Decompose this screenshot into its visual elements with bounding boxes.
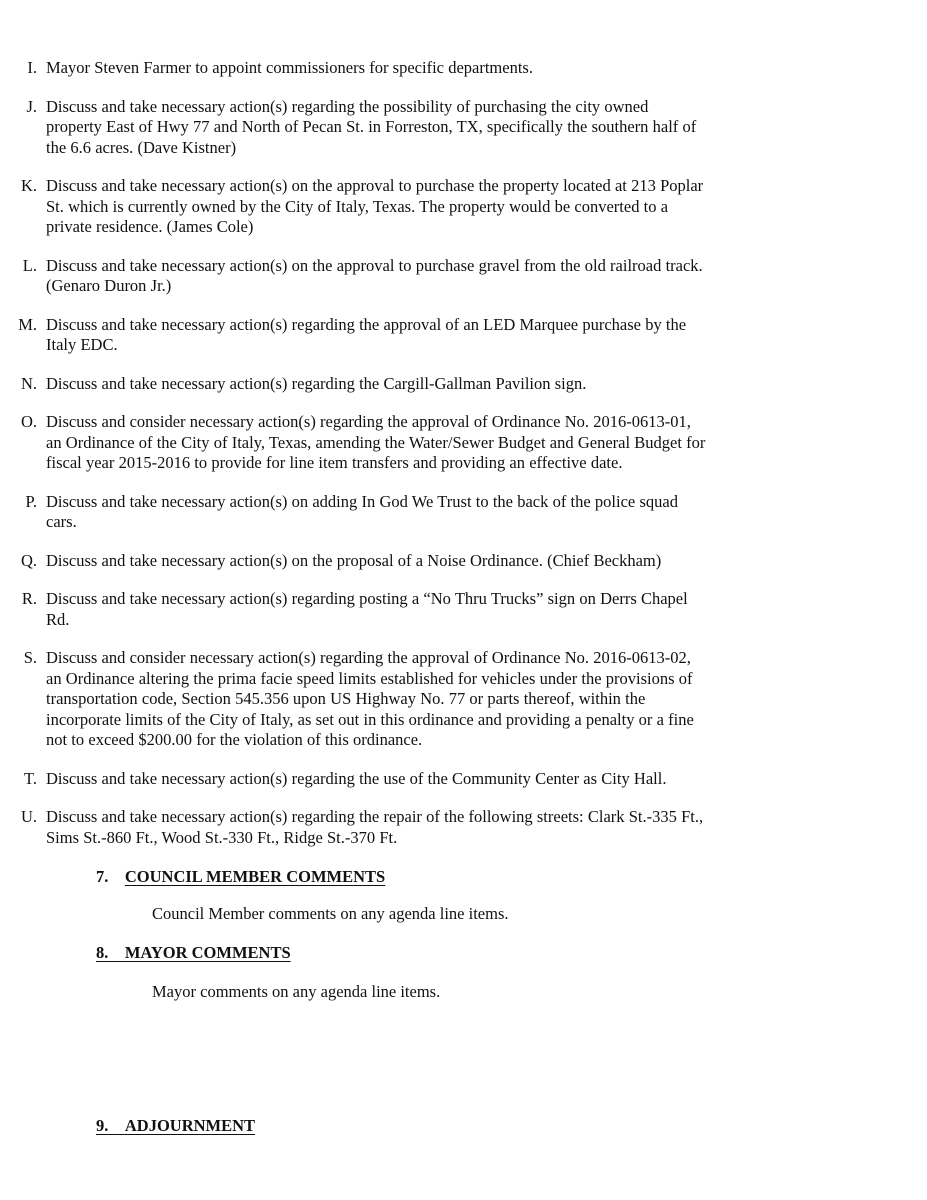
section-heading: [0, 866, 927, 887]
agenda-item-marker: N.: [20, 373, 37, 393]
agenda-item-text: Discuss and take necessary action(s) regarding posting a “No Thru Trucks” sign on Derrs Chapel Rd.: [46, 589, 688, 629]
section-number: 8.: [96, 943, 109, 962]
agenda-item: [0, 648, 927, 751]
agenda-item-text: Discuss and take necessary action(s) on the proposal of a Noise Ordinance. (Chief Beckham): [46, 550, 662, 570]
agenda-item-marker: Q.: [20, 550, 37, 570]
agenda-item: [0, 589, 927, 630]
agenda-item-marker: L.: [22, 255, 37, 275]
agenda-item: [0, 492, 927, 533]
agenda-item-marker: K.: [20, 176, 37, 195]
agenda-item-text: Discuss and take necessary action(s) regarding the approval of an LED Marquee purchase by the Italy EDC.: [46, 314, 687, 354]
agenda-item: [0, 176, 927, 238]
agenda-item-marker: M.: [18, 314, 37, 334]
agenda-item-marker: U.: [20, 807, 37, 826]
section-number-gap: [108, 866, 125, 887]
section-number-gap: [108, 1115, 125, 1136]
section-council-member-comments-body: [0, 904, 927, 925]
section-body-text: Mayor comments on any agenda line items.: [152, 982, 441, 1001]
section-title: COUNCIL MEMBER COMMENTS: [124, 867, 386, 886]
agenda-item-marker: I.: [27, 58, 37, 77]
agenda-item-text: Mayor Steven Farmer to appoint commissioners for specific departments.: [46, 58, 533, 77]
agenda-item-text: Discuss and take necessary action(s) regarding the repair of the following streets: Clark St.-335 Ft., Sims St.-860 Ft., Wood St.-330 Ft., Ridge St.-370 Ft.: [46, 807, 704, 847]
agenda-item: [0, 315, 927, 356]
section-body-text: Council Member comments on any agenda line items.: [152, 904, 509, 923]
agenda-item: [0, 551, 927, 572]
agenda-item-text: Discuss and take necessary action(s) regarding the use of the Community Center as City Hall.: [46, 768, 667, 788]
section-heading: [0, 942, 927, 963]
agenda-item-marker: O.: [20, 412, 37, 431]
agenda-item: [0, 256, 927, 297]
section-number: 9.: [96, 1116, 109, 1135]
agenda-item-marker: J.: [26, 96, 37, 116]
agenda-item-text: Discuss and consider necessary action(s) regarding the approval of Ordinance No. 2016-0613-02, an Ordinance altering the prima facie speed limits established for vehicles under the provisions of transportation code, Section 545.356 upon US Highway No. 77 or parts thereof, within the incorporate limits of the City of Italy, as set out in this ordinance and providing a penalty or a fine not to exceed $200.00 for the violation of this ordinance.: [46, 648, 694, 749]
agenda-item-marker: R.: [21, 589, 37, 608]
agenda-item-text: Discuss and take necessary action(s) regarding the possibility of purchasing the city owned property East of Hwy 77 and North of Pecan St. in Forreston, TX, specifically the southern half of the 6.6 acres. (Dave Kistner): [46, 96, 697, 157]
agenda-item-text: Discuss and consider necessary action(s) regarding the approval of Ordinance No. 2016-0613-01, an Ordinance of the City of Italy, Texas, amending the Water/Sewer Budget and General Budget for fiscal year 2015-2016 to provide for line item transfers and providing an effective date.: [46, 412, 706, 472]
agenda-item-marker: S.: [23, 648, 37, 667]
agenda-item: [0, 374, 927, 395]
agenda-item: [0, 97, 927, 159]
section-council-member-comments: [0, 866, 927, 887]
section-heading: [0, 1115, 927, 1136]
section-adjournment: [0, 1115, 927, 1136]
agenda-item-text: Discuss and take necessary action(s) on the approval to purchase the property located at 213 Poplar St. which is currently owned by the City of Italy, Texas. The property would be converted to a private residence. (James Cole): [46, 176, 704, 236]
agenda-item-text: Discuss and take necessary action(s) on the approval to purchase gravel from the old railroad track. (Genaro Duron Jr.): [46, 255, 703, 295]
agenda-item-list: [0, 58, 927, 866]
section-mayor-comments-body: [0, 982, 927, 1003]
section-title: MAYOR COMMENTS: [124, 943, 291, 962]
agenda-item-marker: T.: [24, 768, 37, 788]
agenda-item: [0, 412, 927, 474]
agenda-item-text: Discuss and take necessary action(s) regarding the Cargill-Gallman Pavilion sign.: [46, 373, 587, 393]
agenda-item-marker: P.: [25, 491, 37, 511]
section-number: 7.: [96, 867, 109, 886]
agenda-item: [0, 769, 927, 790]
section-number-gap: [108, 942, 125, 963]
agenda-item: [0, 58, 927, 79]
agenda-item-text: Discuss and take necessary action(s) on adding In God We Trust to the back of the police squad cars.: [46, 491, 678, 531]
agenda-item: [0, 807, 927, 848]
section-title: ADJOURNMENT: [124, 1116, 256, 1135]
section-mayor-comments: [0, 942, 927, 963]
